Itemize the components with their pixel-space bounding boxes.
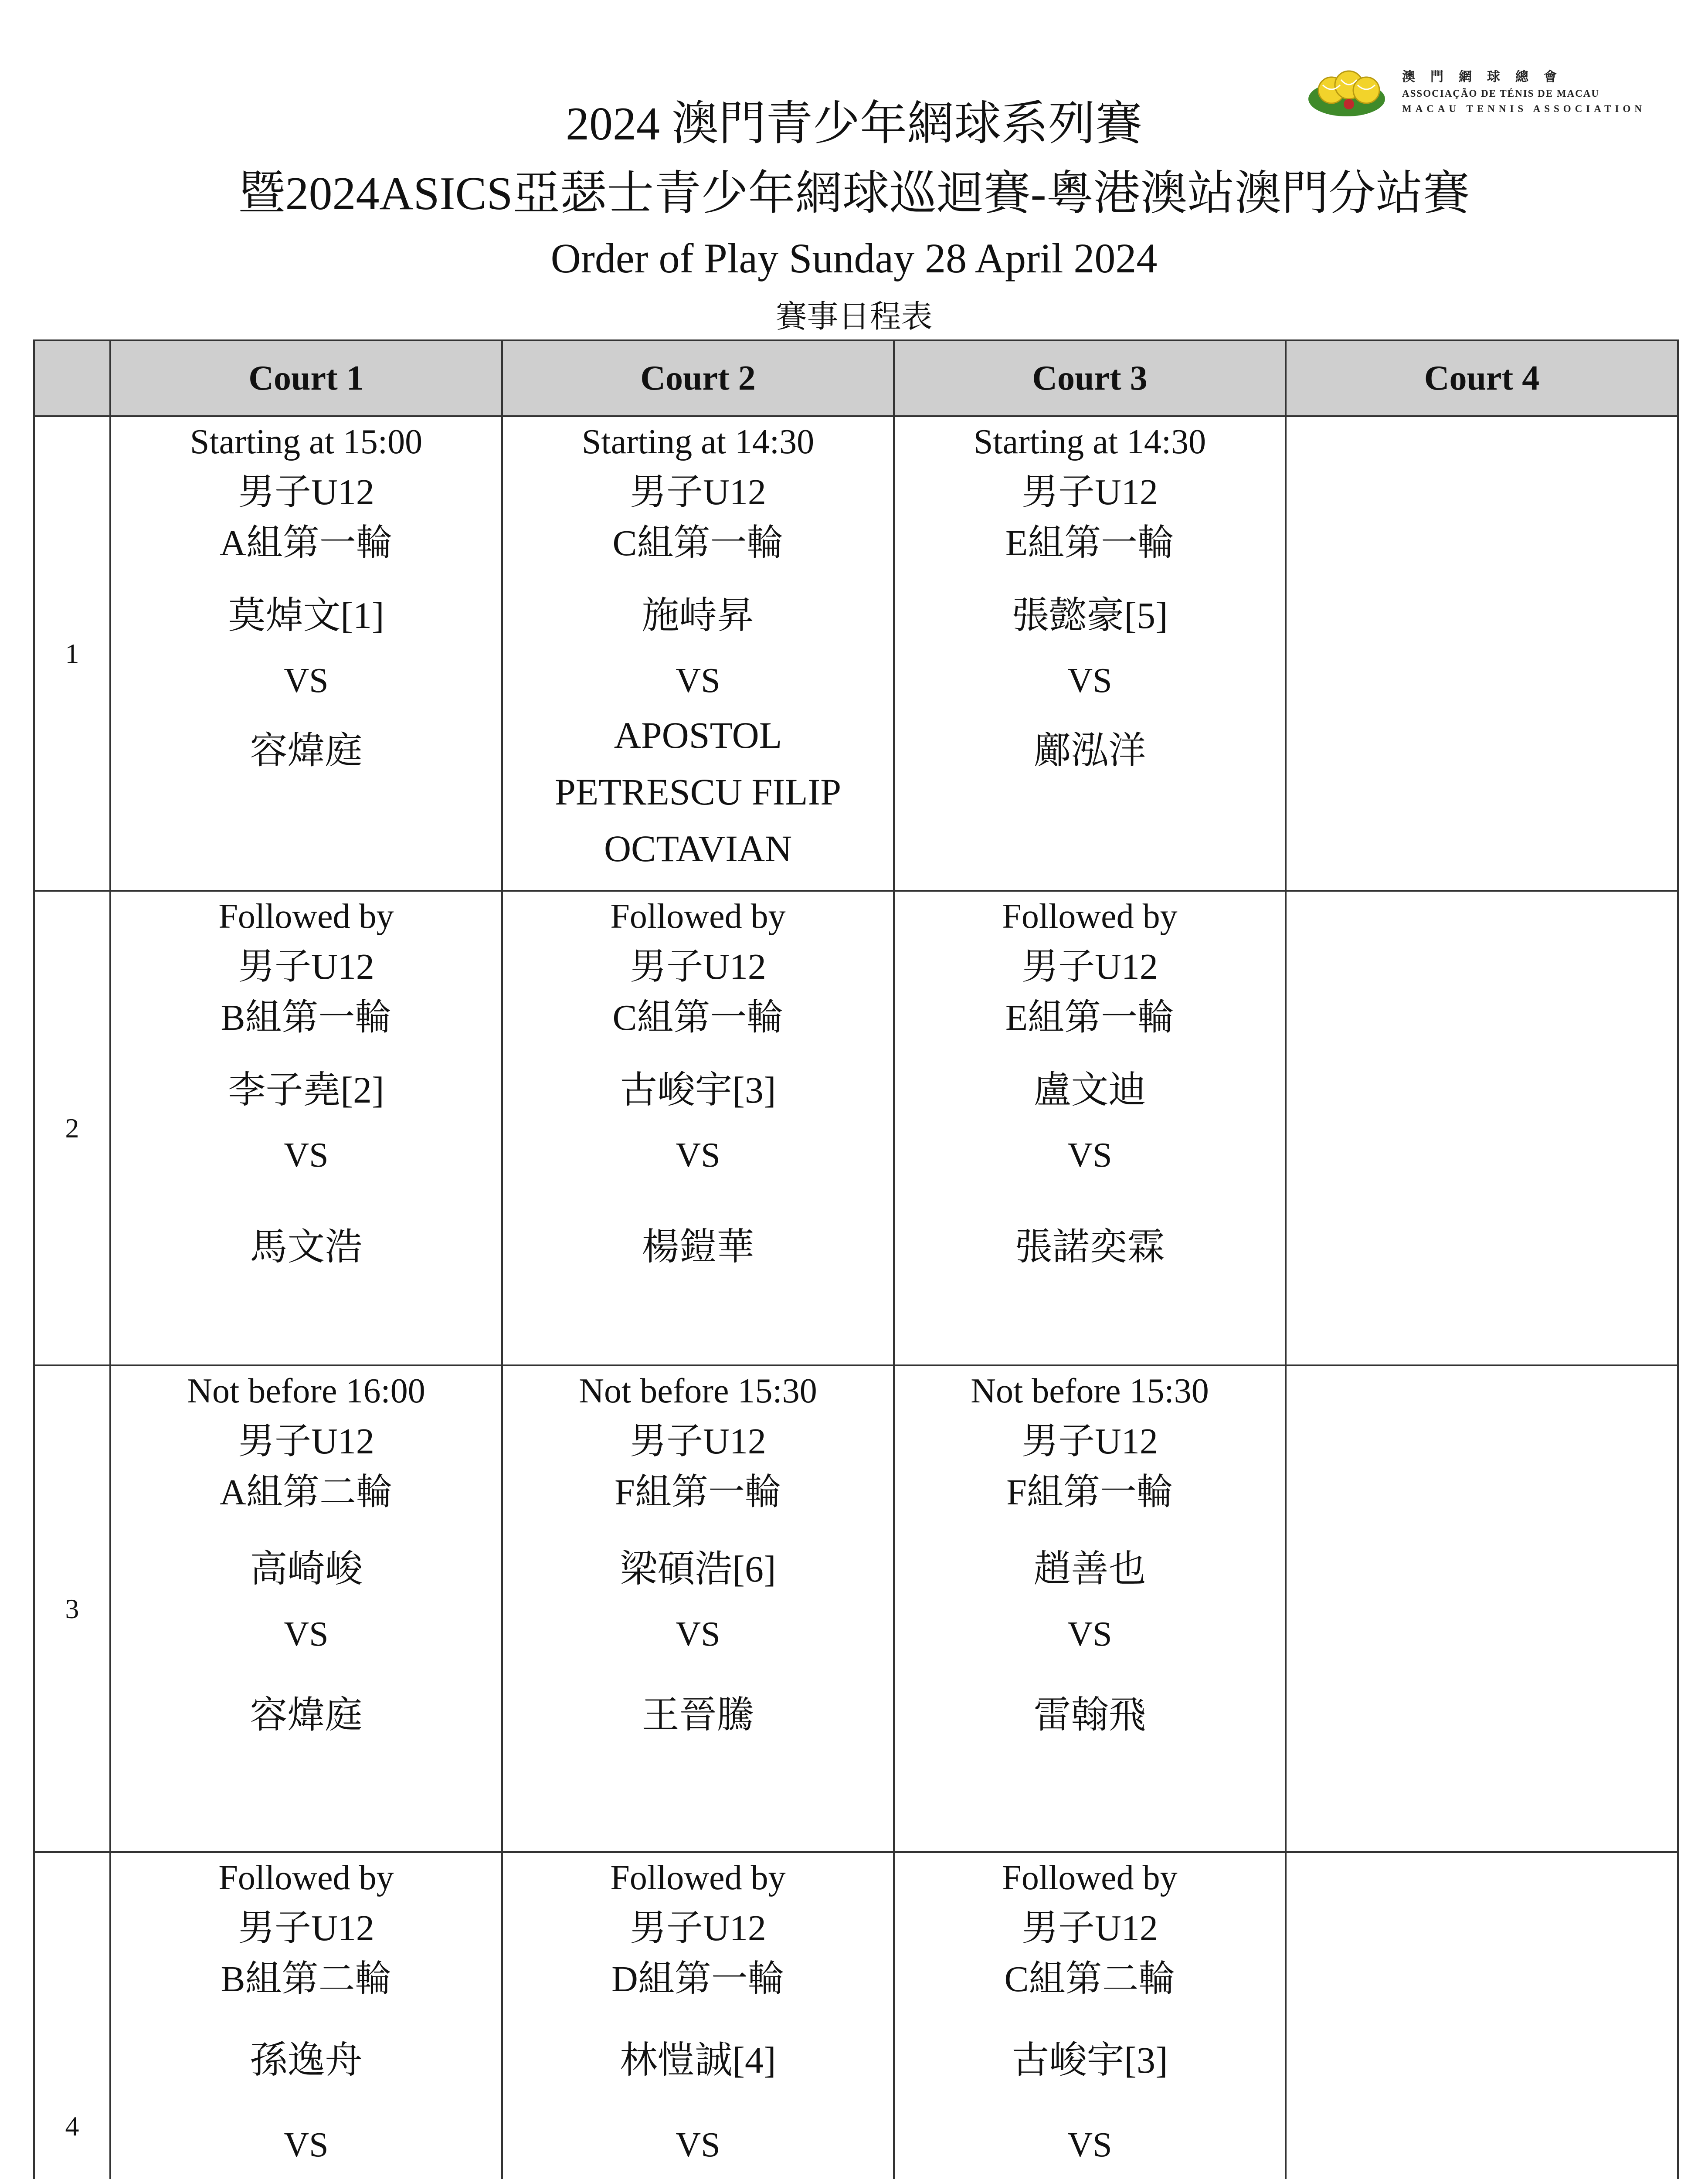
order-of-play-table [33,339,1679,2179]
court-header: Court 3 [894,340,1286,416]
player-two: 馬文浩 [250,1226,363,1268]
match-time: Followed by [218,897,394,936]
versus-label: VS [676,1136,720,1174]
match-cell-empty [1286,891,1678,1365]
versus-label: VS [1067,1136,1112,1174]
versus-label: VS [284,2126,329,2164]
table-row [34,1852,1678,2179]
match-cell [894,1852,1286,2179]
match-cell [502,1852,894,2179]
match-group: F組第一輪 [615,1472,781,1513]
versus-label: VS [1067,662,1112,700]
match-cell [110,891,502,1365]
match-category: 男子U12 [630,947,766,987]
player-one: 高崎峻 [250,1548,363,1590]
order-of-play-subtitle: Order of Play Sunday 28 April 2024 [550,235,1158,282]
match-cell [110,416,502,891]
match-group: D組第一輪 [611,1959,784,1999]
match-time: Followed by [610,897,786,936]
match-cell [502,891,894,1365]
match-group: F組第一輪 [1006,1472,1173,1513]
match-time: Followed by [1002,1859,1178,1897]
match-time: Followed by [1002,897,1178,936]
player-two: APOSTOL [614,714,782,756]
player-one: 張懿豪[5] [1012,594,1168,636]
versus-label: VS [284,1615,329,1653]
player-two: 楊鎧華 [642,1226,754,1268]
match-cell [502,1365,894,1852]
player-one: 梁碩浩[6] [620,1548,776,1590]
match-group: B組第二輪 [221,1959,392,1999]
match-category: 男子U12 [238,472,374,513]
match-category: 男子U12 [1022,1908,1158,1948]
versus-label: VS [284,662,329,700]
player-one: 古峻宇[3] [620,1069,776,1111]
match-number: 4 [34,1852,110,2179]
match-cell [894,1365,1286,1852]
logo-name-en: MACAU TENNIS ASSOCIATION [1402,103,1646,114]
match-cell-empty [1286,1852,1678,2179]
match-cell [894,416,1286,891]
player-two: 容煒庭 [250,1694,363,1736]
versus-label: VS [1067,2126,1112,2164]
logo-name-zh: 澳門網球總會 [1402,70,1572,84]
player-one: 趙善也 [1033,1548,1146,1590]
match-category: 男子U12 [238,1908,374,1948]
match-group: C組第二輪 [1004,1959,1175,1999]
match-category: 男子U12 [1022,1421,1158,1462]
table-row [34,891,1678,1365]
player-one: 施峙昇 [642,594,754,636]
title-line-2: 暨2024ASICS亞瑟士青少年網球巡迴賽-粵港澳站澳門分站賽 [238,168,1470,220]
match-time: Not before 15:30 [971,1372,1209,1410]
schedule-caption: 賽事日程表 [775,299,933,334]
match-category: 男子U12 [238,947,374,987]
match-group: C組第一輪 [612,523,784,563]
court-header: Court 4 [1286,340,1678,416]
match-cell [110,1852,502,2179]
versus-label: VS [284,1136,329,1174]
match-group: E組第一輪 [1005,998,1175,1038]
match-time: Followed by [610,1859,786,1897]
match-group: B組第一輪 [221,998,392,1038]
player-one: 莫焯文[1] [228,594,384,636]
versus-label: VS [1067,1615,1112,1653]
match-time: Starting at 15:00 [190,423,423,461]
player-two: OCTAVIAN [604,828,792,869]
player-one: 李子堯[2] [228,1069,384,1111]
match-time: Starting at 14:30 [581,423,815,461]
match-category: 男子U12 [1022,947,1158,987]
match-cell [894,891,1286,1365]
corner-cell [34,340,110,416]
versus-label: VS [676,662,720,700]
match-group: E組第一輪 [1005,523,1175,563]
match-category: 男子U12 [630,472,766,513]
match-group: C組第一輪 [612,998,784,1038]
title-line-1: 2024 澳門青少年網球系列賽 [565,98,1142,150]
match-number: 1 [34,416,110,891]
match-cell [502,416,894,891]
versus-label: VS [676,2126,720,2164]
versus-label: VS [676,1615,720,1653]
player-two: 王晉騰 [642,1694,754,1736]
match-time: Followed by [218,1859,394,1897]
player-two: 雷翰飛 [1033,1694,1146,1736]
player-one: 古峻宇[3] [1012,2039,1168,2081]
match-cell-empty [1286,416,1678,891]
match-group: A組第一輪 [220,523,393,563]
player-two [1006,2171,1174,2179]
player-two: 容煒庭 [250,730,363,771]
court-header-row [34,340,1678,416]
court-header: Court 1 [110,340,502,416]
player-one: 孫逸舟 [250,2039,363,2081]
match-time: Starting at 14:30 [973,423,1206,461]
player-one: 林愷誠[4] [620,2039,776,2081]
match-number: 3 [34,1365,110,1852]
table-row [34,416,1678,891]
court-header: Court 2 [502,340,894,416]
match-time: Not before 16:00 [187,1372,425,1410]
player-one: 盧文迪 [1033,1069,1146,1111]
match-category: 男子U12 [630,1908,766,1948]
player-two: 鄺泓洋 [1033,730,1146,771]
match-category: 男子U12 [630,1421,766,1462]
match-time: Not before 15:30 [579,1372,817,1410]
match-category: 男子U12 [238,1421,374,1462]
player-two: PETRESCU FILIP [554,771,842,813]
match-category: 男子U12 [1022,472,1158,513]
player-two: 張諾奕霖 [1015,1226,1165,1268]
match-group: A組第二輪 [220,1472,393,1513]
table-row [34,1365,1678,1852]
match-number: 2 [34,891,110,1365]
logo-name-pt: ASSOCIAÇÃO DE TÉNIS DE MACAU [1402,88,1600,99]
match-cell-empty [1286,1365,1678,1852]
match-cell [110,1365,502,1852]
